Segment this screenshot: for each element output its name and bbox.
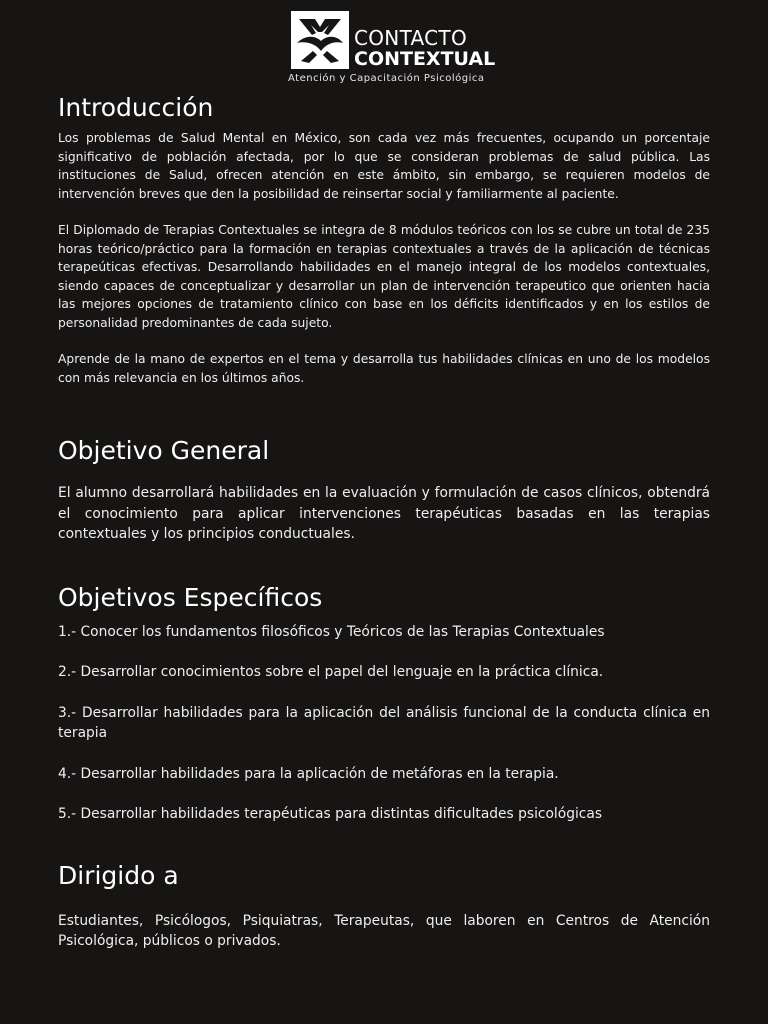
- contacto-contextual-logo-icon: [291, 11, 349, 69]
- logo-tagline: Atención y Capacitación Psicológica: [288, 73, 485, 84]
- intro-paragraph: El Diplomado de Terapias Contextuales se integra de 8 módulos teóricos con los se cubre un total de 235 horas teórico/práctico para la formación en terapias contextuales a través de la aplicación de técnicas terapeúticas efectivas. Desarrollando habilidades en el manejo integral de los modelos contextuales, siendo capaces de conceptualizar y desarrollar un plan de intervención terapeutico que orienten hacia las mejores opciones de tratamiento clínico con base en los déficits identificados y en los estilos de personalidad predominantes de cada sujeto.: [58, 223, 710, 330]
- intro-paragraph: Los problemas de Salud Mental en México, son cada vez más frecuentes, ocupando un porcentaje significativo de población afectada, por lo que se consideran problemas de salud pública. Las instituciones de Salud, ofrecen atención en este ámbito, sin embargo, se requieren modelos de intervención breves que den la posibilidad de reinsertar social y familiarmente al paciente.: [58, 131, 710, 201]
- objective-list-item: 1.- Conocer los fundamentos filosóficos y Teóricos de las Terapias Contextuales: [58, 623, 605, 640]
- section-title-introduccion: Introducción: [58, 93, 214, 122]
- objective-list-item: 4.- Desarrollar habilidades para la aplicación de metáforas en la terapia.: [58, 765, 559, 782]
- logo-title-line1: CONTACTO: [354, 26, 467, 50]
- brand-logo: [288, 10, 496, 88]
- objective-list-item: 5.- Desarrollar habilidades terapéuticas para distintas dificultades psicológicas: [58, 806, 603, 822]
- section-title-objetivos-especificos: Objetivos Específicos: [58, 582, 323, 612]
- specific-objectives-section: [58, 583, 710, 825]
- audience-paragraph: Estudiantes, Psicólogos, Psiquiatras, Terapeutas, que laboren en Centros de Atención Psicológica, públicos o privados.: [58, 912, 710, 949]
- objective-list-item: 3.- Desarrollar habilidades para la aplicación del análisis funcional de la conducta clínica en terapia: [58, 704, 710, 741]
- objective-paragraph: El alumno desarrollará habilidades en la evaluación y formulación de casos clínicos, obtendrá el conocimiento para aplicar intervenciones terapéuticas basadas en las terapias contextuales y los principios conductuales.: [58, 485, 710, 542]
- section-title-dirigido-a: Dirigido a: [58, 860, 179, 890]
- intro-section: [58, 93, 710, 387]
- objective-section: [58, 436, 710, 545]
- intro-paragraph: Aprende de la mano de expertos en el tema y desarrolla tus habilidades clínicas en uno de los modelos con más relevancia en los últimos años.: [58, 352, 710, 385]
- section-title-objetivo-general: Objetivo General: [58, 436, 270, 465]
- objective-list-item: 2.- Desarrollar conocimientos sobre el papel del lenguaje en la práctica clínica.: [58, 664, 604, 680]
- document-body: [58, 86, 710, 952]
- logo-title-line2: CONTEXTUAL: [354, 48, 496, 70]
- audience-section: [58, 861, 710, 952]
